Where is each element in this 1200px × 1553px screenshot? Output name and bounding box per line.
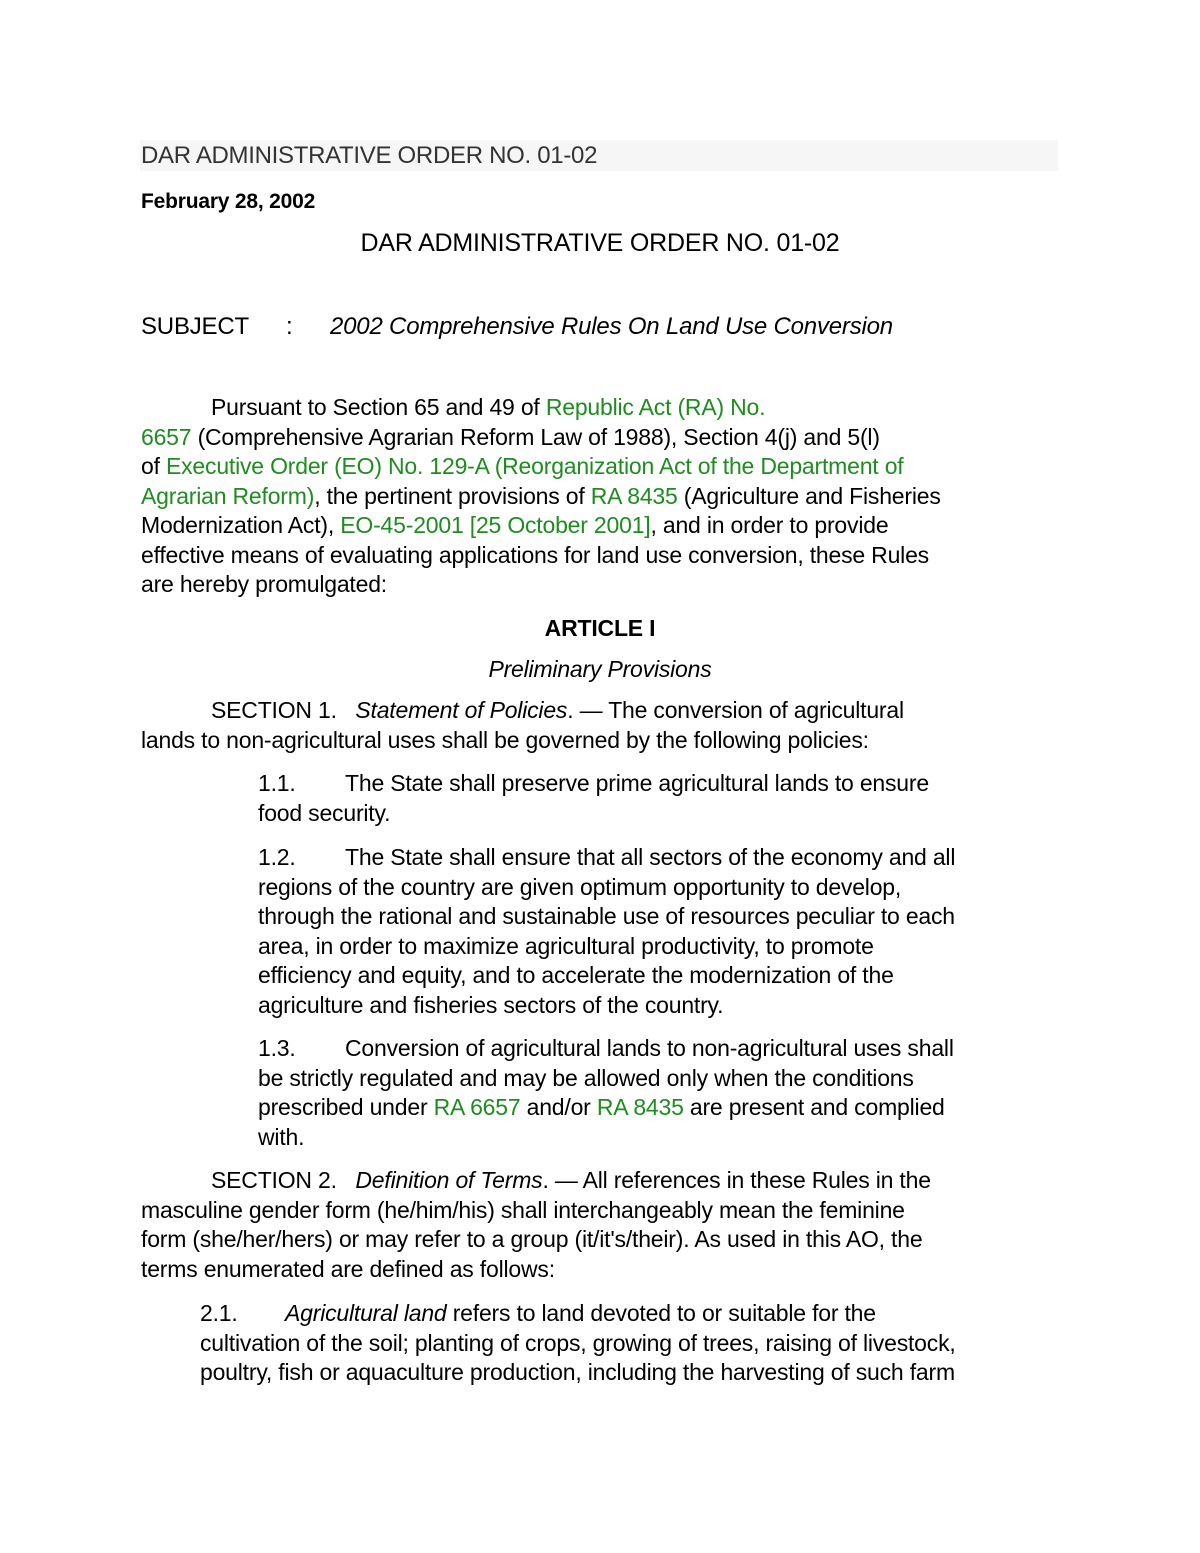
text-line [258, 769, 929, 799]
text-span: regions of the country are given optimum opportunity to develop, [258, 873, 902, 900]
preamble [141, 393, 941, 600]
text-span: through the rational and sustainable use of resources peculiar to each [258, 903, 955, 929]
text-span: effective means of evaluating applications for land use conversion, these Rules [141, 541, 929, 568]
reference-link[interactable]: RA 8435 [590, 482, 678, 509]
subject-value: 2002 Comprehensive Rules On Land Use Conversion [330, 313, 893, 340]
text-line [0, 614, 1200, 644]
text-line [141, 423, 941, 453]
reference-link[interactable]: Executive Order (EO) No. 129-A (Reorganization Act of the Department of [165, 453, 904, 479]
section-1 [141, 696, 904, 755]
italic-text: Agricultural land [285, 1300, 447, 1326]
text-line [141, 1166, 931, 1196]
text-line [141, 570, 941, 600]
document-date: February 28, 2002 [141, 190, 316, 213]
text-line [258, 1123, 954, 1153]
reference-link[interactable]: 6657 [141, 423, 192, 450]
text-line [258, 991, 955, 1021]
text-span: Modernization Act), [141, 512, 341, 538]
text-span: masculine gender form (he/him/his) shall interchangeably mean the feminine [141, 1196, 905, 1223]
item-number: 1.1. [258, 770, 296, 796]
text-span: food security. [258, 799, 391, 826]
text-span: terms enumerated are defined as follows: [141, 1255, 555, 1282]
text-span: poultry, fish or aquaculture production, including the harvesting of such farm [200, 1359, 955, 1385]
text-span: cultivation of the soil; planting of crops, growing of trees, raising of livestock, [200, 1329, 956, 1356]
text-line [141, 1255, 931, 1285]
text-line [141, 1196, 931, 1226]
text-span: form (she/her/hers) or may refer to a group (it/it's/their). As used in this AO, the [141, 1226, 923, 1252]
text-span: Conversion of agricultural lands to non-agricultural uses shall [345, 1035, 954, 1061]
text-span: and/or [520, 1094, 597, 1120]
reference-link[interactable]: RA 6657 [433, 1094, 521, 1120]
text-span: , and in order to provide [650, 512, 889, 538]
text-line [200, 1358, 956, 1388]
subject-line [141, 312, 893, 342]
reference-link[interactable]: RA 8435 [596, 1094, 684, 1120]
text-span: be strictly regulated and may be allowed only when the conditions [258, 1064, 914, 1091]
text-span: efficiency and equity, and to accelerate the modernization of the [258, 962, 894, 988]
text-span: refers to land devoted to or suitable for the [446, 1300, 876, 1326]
text-span: The State shall preserve prime agricultural lands to ensure [345, 770, 929, 796]
text-line [141, 726, 904, 756]
text-span: (Comprehensive Agrarian Reform Law of 1988), Section 4(j) and 5(l) [191, 423, 880, 450]
text-line [141, 1225, 931, 1255]
text-line [0, 655, 1200, 685]
text-span: . — The conversion of agricultural [567, 697, 904, 723]
reference-link[interactable]: EO-45-2001 [25 October 2001] [340, 512, 651, 538]
subject-separator: : [286, 313, 293, 340]
item-number: 1.2. [258, 844, 296, 870]
header-bar-title: DAR ADMINISTRATIVE ORDER NO. 01-02 [141, 142, 598, 169]
italic-text: Preliminary Provisions [488, 656, 712, 682]
text-line [141, 511, 941, 541]
text-line [141, 696, 904, 726]
text-line [141, 541, 941, 571]
text-span: lands to non-agricultural uses shall be governed by the following policies: [141, 726, 869, 753]
text-line [258, 1034, 954, 1064]
section-2 [141, 1166, 931, 1284]
article-subheading [0, 655, 1200, 685]
text-line [258, 799, 929, 829]
text-span: Pursuant to Section 65 and 49 of [211, 394, 546, 420]
text-line [200, 1329, 956, 1359]
text-span: , the pertinent provisions of [314, 482, 591, 509]
text-span: (Agriculture and Fisheries [677, 482, 941, 509]
text-line [258, 961, 955, 991]
text-span: prescribed under [258, 1094, 434, 1120]
text-line [141, 393, 941, 423]
text-span: are hereby promulgated: [141, 571, 387, 597]
text-line [258, 902, 955, 932]
item-number: 2.1. [200, 1300, 238, 1326]
item-number: 1.3. [258, 1035, 296, 1061]
text-span: are present and complied [683, 1094, 945, 1120]
document-header-bar [140, 140, 1058, 171]
text-line [258, 873, 955, 903]
text-line [141, 452, 941, 482]
text-span: agriculture and fisheries sectors of the country. [258, 991, 724, 1018]
item-1-3 [258, 1034, 954, 1152]
text-span: of [141, 453, 166, 479]
text-line [258, 843, 955, 873]
text-span: SECTION 1. [211, 697, 356, 723]
text-span: with. [258, 1123, 305, 1150]
text-line [200, 1299, 956, 1329]
item-1-2 [258, 843, 955, 1020]
italic-text: Statement of Policies [355, 697, 568, 723]
item-1-1 [258, 769, 929, 828]
item-2-1 [200, 1299, 956, 1388]
reference-link[interactable]: Agrarian Reform) [141, 482, 315, 509]
text-span: The State shall ensure that all sectors of the economy and all [345, 844, 956, 870]
italic-text: Definition of Terms [355, 1167, 543, 1193]
text-span: area, in order to maximize agricultural productivity, to promote [258, 932, 874, 959]
subject-label: SUBJECT [141, 313, 249, 340]
bold-text: ARTICLE I [544, 615, 656, 641]
text-span: SECTION 2. [211, 1167, 356, 1193]
text-line [258, 932, 955, 962]
article-heading [0, 614, 1200, 644]
text-line [141, 482, 941, 512]
reference-link[interactable]: Republic Act (RA) No. [545, 394, 766, 420]
text-line [258, 1064, 954, 1094]
text-span: . — All references in these Rules in the [542, 1167, 931, 1193]
document-title: DAR ADMINISTRATIVE ORDER NO. 01-02 [360, 229, 840, 257]
text-line [258, 1093, 954, 1123]
